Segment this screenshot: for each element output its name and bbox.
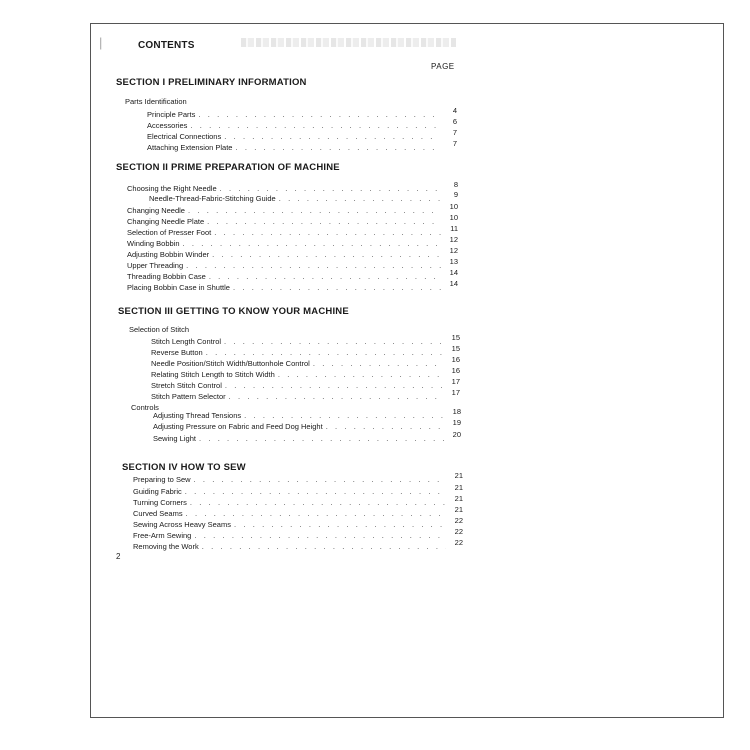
entry-label: Stretch Stitch Control	[151, 381, 222, 390]
toc-entry[interactable]	[151, 344, 460, 357]
toc-entry[interactable]	[127, 279, 458, 292]
dot-leader	[229, 392, 443, 401]
dot-leader	[190, 498, 446, 507]
entry-page: 10	[449, 213, 458, 222]
entry-page: 6	[452, 117, 457, 126]
entry-page: 11	[450, 224, 458, 233]
dot-leader	[190, 121, 440, 130]
entry-label: Stitch Pattern Selector	[151, 392, 226, 401]
toc-entry[interactable]	[153, 407, 461, 420]
toc-entry[interactable]	[127, 202, 458, 215]
entry-label: Electrical Connections	[147, 132, 222, 141]
dot-leader	[224, 337, 443, 346]
dot-leader	[224, 132, 440, 141]
entry-page: 21	[454, 505, 463, 514]
dot-leader	[278, 370, 443, 379]
dot-leader	[202, 542, 446, 551]
entry-page: 22	[454, 516, 463, 525]
dot-leader	[186, 261, 441, 270]
entry-label: Removing the Work	[133, 542, 199, 551]
document-page	[90, 23, 724, 718]
toc-entry[interactable]	[133, 527, 463, 540]
dot-leader	[206, 348, 443, 357]
dot-leader	[214, 228, 441, 237]
dot-leader	[212, 250, 441, 259]
entry-page: 16	[451, 366, 460, 375]
toc-entry[interactable]	[151, 377, 460, 390]
toc-entry[interactable]	[127, 213, 458, 226]
entry-label: Curved Seams	[133, 509, 183, 518]
toc-entry[interactable]	[133, 494, 463, 507]
dot-leader	[326, 422, 444, 431]
entry-page: 21	[454, 494, 463, 503]
entry-label: Attaching Extension Plate	[147, 143, 233, 152]
dot-leader	[207, 217, 441, 226]
dot-leader	[194, 475, 446, 484]
section-heading: SECTION III GETTING TO KNOW YOUR MACHINE	[118, 306, 349, 317]
entry-page: 21	[454, 471, 463, 480]
toc-entry[interactable]	[127, 224, 458, 237]
section-heading: SECTION IV HOW TO SEW	[122, 462, 246, 473]
entry-page: 20	[452, 430, 461, 439]
dot-leader	[313, 359, 443, 368]
entry-page: 15	[451, 344, 460, 353]
dot-leader	[220, 184, 441, 193]
entry-page: 17	[451, 388, 460, 397]
entry-label: Sewing Across Heavy Seams	[133, 520, 231, 529]
faded-header-text	[241, 38, 456, 47]
toc-entry[interactable]	[127, 257, 458, 270]
toc-entry[interactable]	[127, 180, 458, 193]
toc-entry[interactable]	[151, 388, 460, 401]
toc-entry[interactable]	[133, 483, 463, 496]
dot-leader	[234, 520, 446, 529]
entry-page: 13	[449, 257, 458, 266]
dot-leader	[199, 434, 444, 443]
group-title: Selection of Stitch	[129, 325, 190, 334]
entry-page: 17	[451, 377, 460, 386]
entry-page: 21	[454, 483, 463, 492]
entry-page: 7	[452, 128, 457, 137]
entry-page: 7	[452, 139, 457, 148]
toc-entry[interactable]	[133, 505, 463, 518]
dot-leader	[188, 206, 441, 215]
entry-label: Threading Bobbin Case	[127, 272, 206, 281]
entry-page: 14	[449, 279, 458, 288]
entry-label: Needle Position/Stitch Width/Buttonhole Control	[151, 359, 310, 368]
toc-entry[interactable]	[133, 471, 463, 484]
entry-page: 15	[451, 333, 460, 342]
entry-label: Relating Stitch Length to Stitch Width	[151, 370, 275, 379]
entry-label: Free-Arm Sewing	[133, 531, 192, 540]
entry-label: Changing Needle	[127, 206, 185, 215]
entry-page: 12	[449, 235, 458, 244]
dot-leader	[183, 239, 441, 248]
entry-label: Placing Bobbin Case in Shuttle	[127, 283, 230, 292]
dot-leader	[244, 411, 444, 420]
toc-entry[interactable]	[151, 355, 460, 368]
entry-label: Sewing Light	[153, 434, 196, 443]
dot-leader	[198, 110, 440, 119]
entry-label: Stitch Length Control	[151, 337, 222, 346]
entry-label: Reverse Button	[151, 348, 203, 357]
toc-entry[interactable]	[151, 333, 460, 346]
toc-entry[interactable]	[133, 538, 463, 551]
entry-label: Winding Bobbin	[127, 239, 180, 248]
contents-title: CONTENTS	[138, 40, 195, 51]
toc-entry[interactable]	[127, 246, 458, 259]
toc-entry[interactable]	[147, 139, 457, 152]
toc-entry[interactable]	[133, 516, 463, 529]
toc-entry[interactable]	[149, 190, 458, 203]
entry-page: 16	[451, 355, 460, 364]
entry-label: Changing Needle Plate	[127, 217, 205, 226]
toc-entry[interactable]	[147, 117, 457, 130]
section-heading: SECTION I PRELIMINARY INFORMATION	[116, 77, 307, 88]
entry-page: 4	[452, 106, 457, 115]
entry-page: 22	[454, 538, 463, 547]
dot-leader	[185, 487, 446, 496]
group-title: Parts Identification	[125, 97, 187, 106]
dot-leader	[233, 283, 441, 292]
scan-mark: |	[99, 35, 103, 50]
entry-page: 10	[449, 202, 458, 211]
dot-leader	[209, 272, 441, 281]
toc-entry[interactable]	[153, 430, 461, 443]
entry-page: 19	[452, 418, 461, 427]
entry-page: 8	[453, 180, 458, 189]
dot-leader	[186, 509, 446, 518]
group-title: Controls	[131, 403, 159, 412]
entry-label: Adjusting Pressure on Fabric and Feed Dog Height	[153, 422, 323, 431]
page-column-label: PAGE	[431, 62, 455, 71]
dot-leader	[235, 143, 440, 152]
entry-label: Accessories	[147, 121, 188, 130]
entry-label: Adjusting Bobbin Winder	[127, 250, 210, 259]
entry-page: 22	[454, 527, 463, 536]
entry-label: Preparing to Sew	[133, 475, 191, 484]
entry-label: Upper Threading	[127, 261, 184, 270]
entry-label: Principle Parts	[147, 110, 196, 119]
section-heading: SECTION II PRIME PREPARATION OF MACHINE	[116, 162, 340, 173]
toc-entry[interactable]	[147, 128, 457, 141]
toc-entry[interactable]	[153, 418, 461, 431]
toc-entry[interactable]	[127, 268, 458, 281]
dot-leader	[225, 381, 443, 390]
dot-leader	[194, 531, 446, 540]
toc-entry[interactable]	[151, 366, 460, 379]
entry-label: Adjusting Thread Tensions	[153, 411, 242, 420]
page-number: 2	[116, 552, 121, 561]
entry-label: Turning Corners	[133, 498, 187, 507]
entry-label: Guiding Fabric	[133, 487, 182, 496]
entry-label: Selection of Presser Foot	[127, 228, 212, 237]
toc-entry[interactable]	[127, 235, 458, 248]
entry-label: Choosing the Right Needle	[127, 184, 217, 193]
toc-entry[interactable]	[147, 106, 457, 119]
entry-page: 12	[449, 246, 458, 255]
dot-leader	[279, 194, 441, 203]
entry-label: Needle-Thread-Fabric-Stitching Guide	[149, 194, 276, 203]
entry-page: 18	[452, 407, 461, 416]
entry-page: 14	[449, 268, 458, 277]
entry-page: 9	[453, 190, 458, 199]
